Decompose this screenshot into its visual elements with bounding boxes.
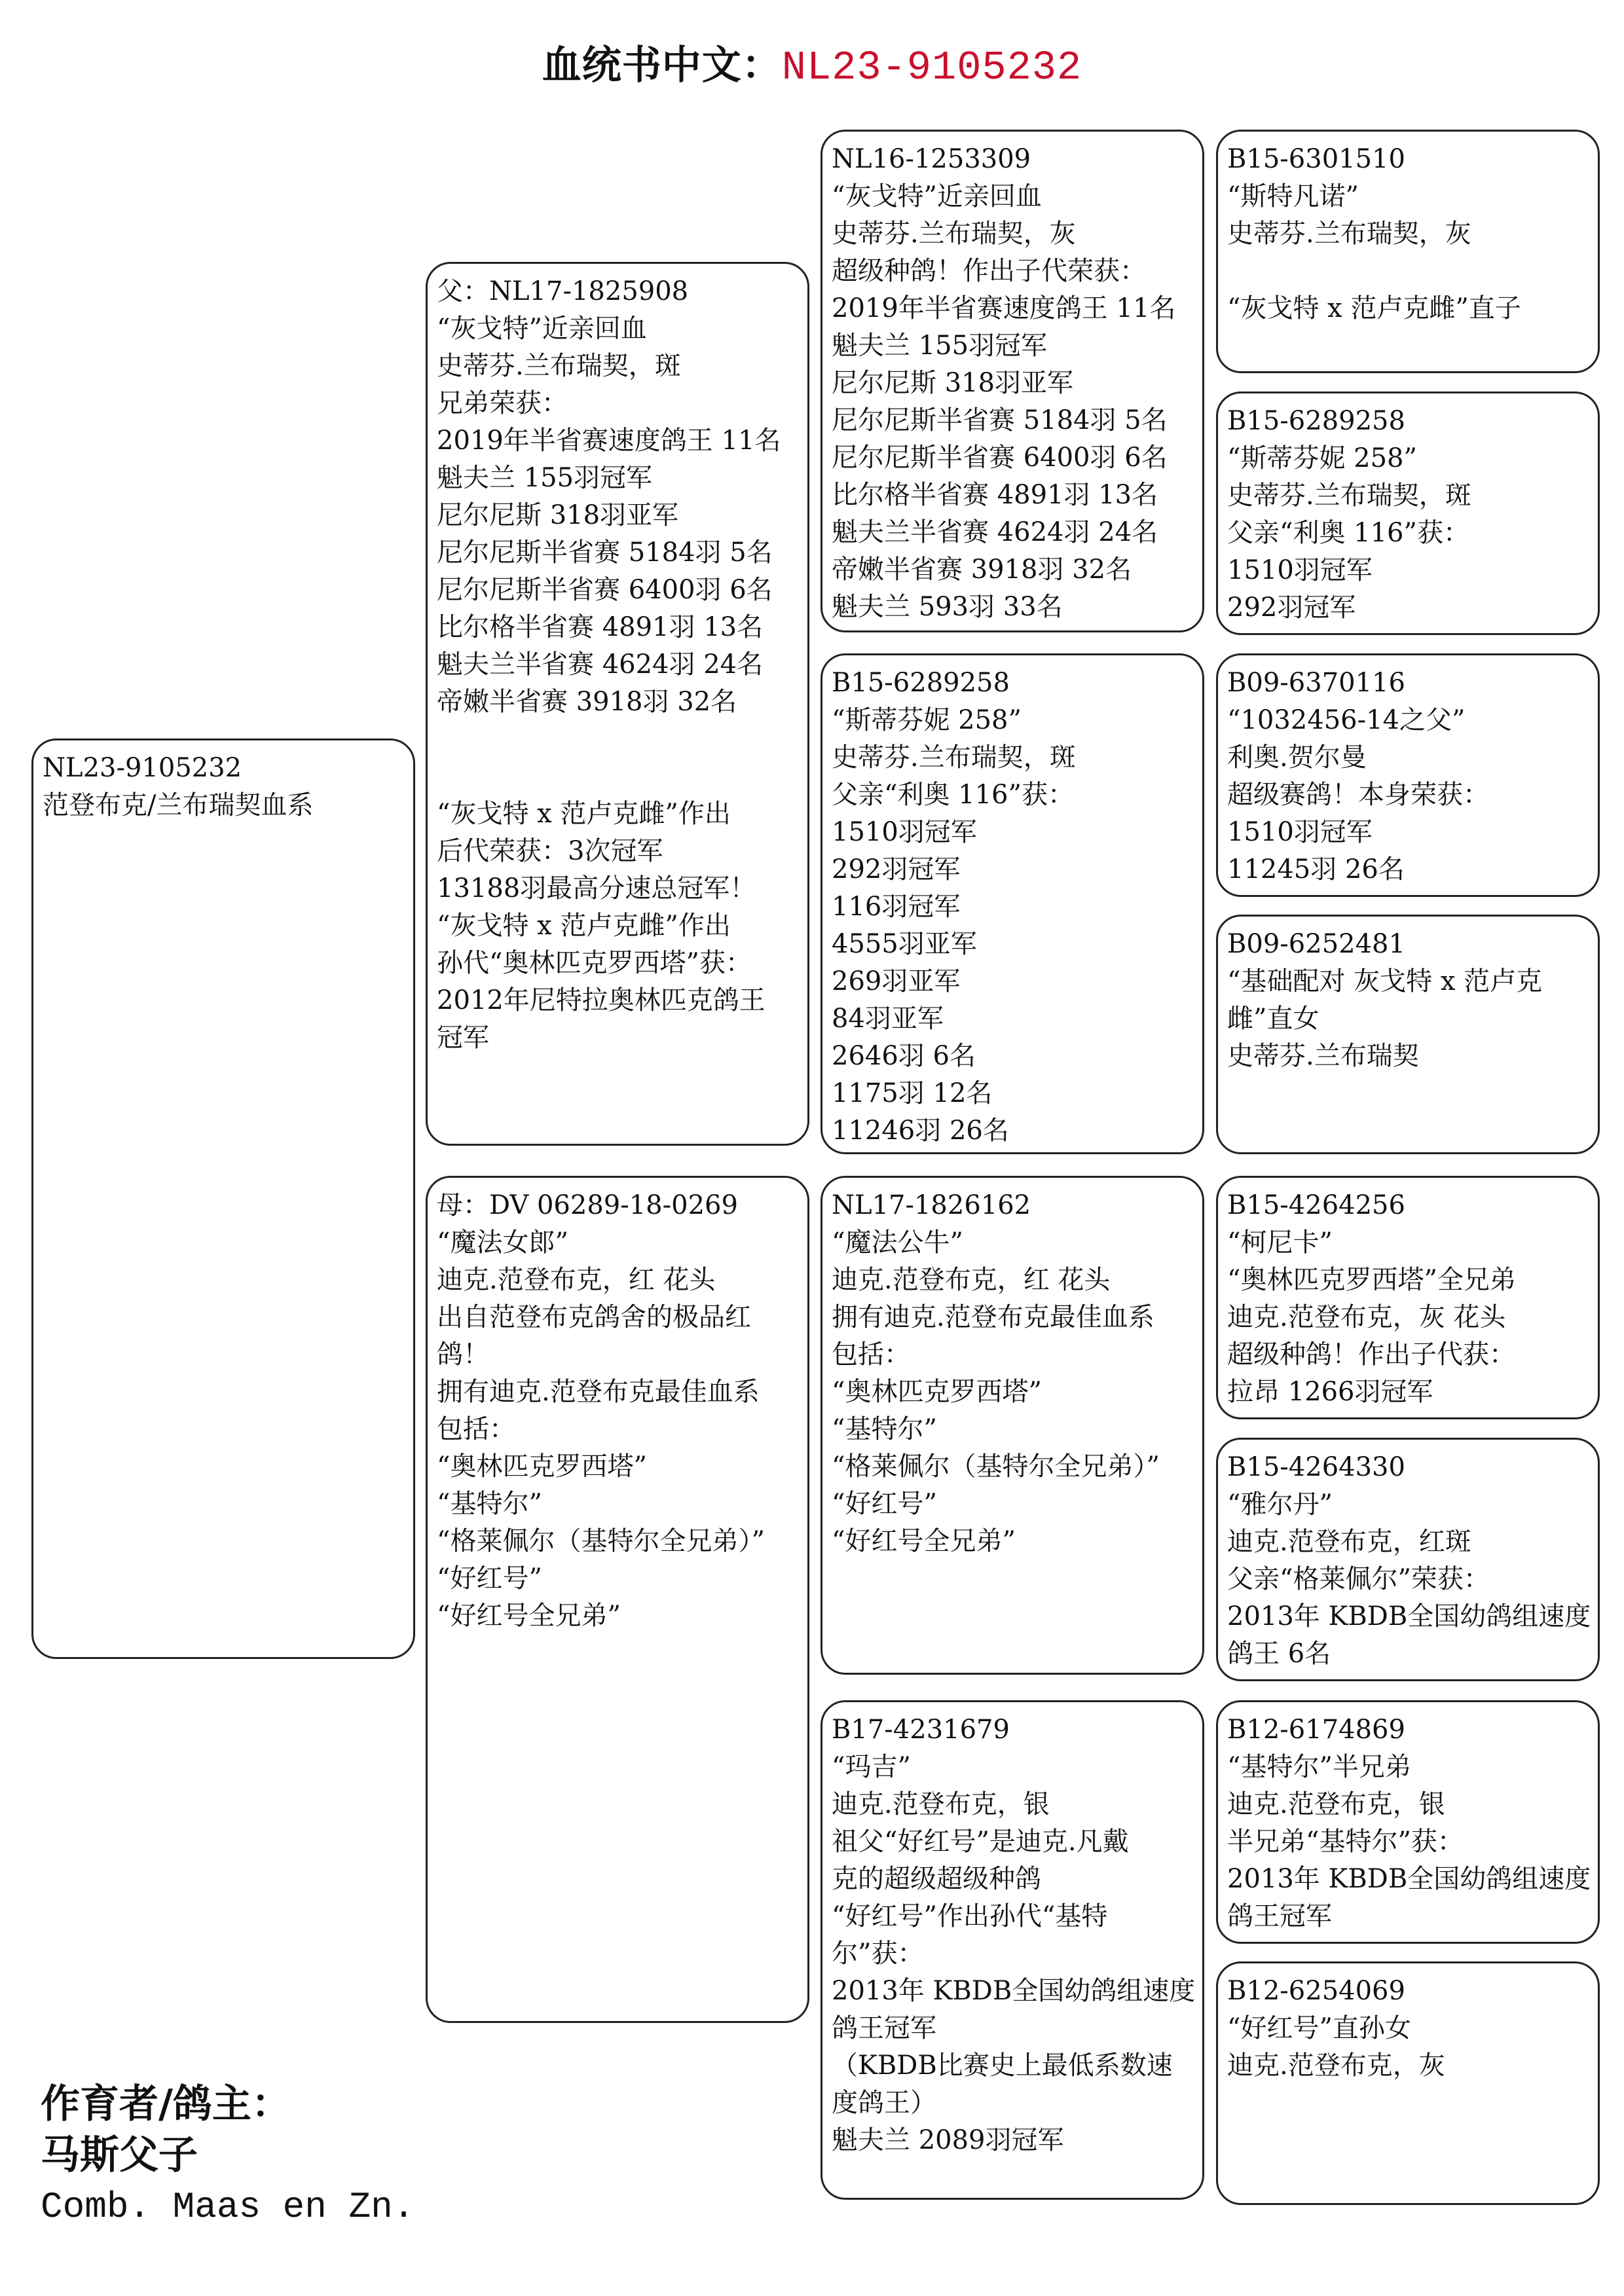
pedigree-line: “奥林匹克罗西塔” xyxy=(832,1377,1042,1407)
pedigree-line: 4555羽亚军 xyxy=(832,929,977,959)
pedigree-line: 迪克.范登布克，红斑 xyxy=(1227,1527,1471,1557)
ring-number: B15-4264330 xyxy=(1227,1452,1405,1482)
pedigree-line: 超级种鸽！作出子代荣获： xyxy=(832,256,1146,286)
pedigree-line: 比尔格半省赛 4891羽 13名 xyxy=(832,480,1158,510)
pedigree-line xyxy=(437,758,798,795)
pedigree-line: 拥有迪克.范登布克最佳血系 xyxy=(832,1302,1154,1332)
pedigree-line: 祖父“好红号”是迪克.凡戴 xyxy=(832,1827,1129,1857)
pedigree-line: 2012年尼特拉奥林匹克鸽王 xyxy=(437,985,766,1015)
pedigree-line: 范登布克/兰布瑞契血系 xyxy=(43,790,314,820)
pedigree-line: “奥林匹克罗西塔”全兄弟 xyxy=(1227,1265,1516,1295)
pedigree-line: 父亲“利奥 116”获： xyxy=(1227,518,1469,548)
pedigree-line: 超级种鸽！作出子代获： xyxy=(1227,1339,1515,1370)
pedigree-line: 1510羽冠军 xyxy=(1227,817,1373,847)
ring-number: B12-6174869 xyxy=(1227,1715,1405,1745)
pedigree-line: “好红号” xyxy=(437,1563,542,1594)
pedigree-line: 魁夫兰 2089羽冠军 xyxy=(832,2125,1064,2155)
pedigree-line: 孙代“奥林匹克罗西塔”获： xyxy=(437,948,752,978)
pedigree-line: 比尔格半省赛 4891羽 13名 xyxy=(437,612,764,642)
pedigree-line: 迪克.范登布克，红 花头 xyxy=(437,1265,716,1295)
pedigree-line: 史蒂芬.兰布瑞契，斑 xyxy=(1227,481,1471,511)
pedigree-line: “基础配对 灰戈特 x 范卢克 xyxy=(1227,966,1543,996)
pedigree-line: 魁夫兰 593羽 33名 xyxy=(832,592,1063,622)
pedigree-line: “好红号”直孙女 xyxy=(1227,2013,1411,2043)
pedigree-line: 出自范登布克鸽舍的极品红 xyxy=(437,1302,751,1332)
pedigree-line: “格莱佩尔（基特尔全兄弟）” xyxy=(437,1526,765,1556)
ring-number: B15-4264256 xyxy=(1227,1190,1405,1220)
pedigree-line: “好红号全兄弟” xyxy=(437,1601,621,1631)
pedigree-line: 迪克.范登布克，灰 花头 xyxy=(1227,1302,1506,1332)
pedigree-line: 尔”获： xyxy=(832,1939,924,1969)
pedigree-line: 利奥.贺尔曼 xyxy=(1227,742,1367,773)
pedigree-line: 11245羽 26名 xyxy=(1227,854,1405,884)
pedigree-line: “玛吉” xyxy=(832,1752,911,1782)
ring-number: B09-6252481 xyxy=(1227,929,1405,959)
pedigree-line: 292羽冠军 xyxy=(832,854,961,884)
page-title xyxy=(0,34,1624,91)
ring-number: NL16-1253309 xyxy=(832,144,1031,174)
pedigree-line: 魁夫兰半省赛 4624羽 24名 xyxy=(437,649,764,680)
pedigree-line: 尼尔尼斯半省赛 6400羽 6名 xyxy=(832,443,1168,473)
dam-dam-box xyxy=(821,1700,1204,2200)
pedigree-line: 迪克.范登布克，红 花头 xyxy=(832,1265,1111,1295)
pedigree-line: 1510羽冠军 xyxy=(832,817,977,847)
ring-number: B15-6289258 xyxy=(1227,406,1405,436)
gg-box-4 xyxy=(1216,915,1600,1154)
pedigree-line: 克的超级超级种鸽 xyxy=(832,1864,1041,1894)
pedigree-line xyxy=(437,721,798,758)
pedigree-line: 1510羽冠军 xyxy=(1227,555,1373,585)
breeder-latin-name: Comb. Maas en Zn. xyxy=(41,2186,415,2228)
pedigree-line: “奥林匹克罗西塔” xyxy=(437,1451,647,1482)
pedigree-line: “基特尔” xyxy=(437,1489,542,1519)
pedigree-line: “灰戈特”近亲回血 xyxy=(437,314,647,344)
pedigree-line: 2019年半省赛速度鸽王 11名 xyxy=(437,426,781,456)
pedigree-line: “好红号”作出孙代“基特 xyxy=(832,1901,1108,1931)
pedigree-line: 包括： xyxy=(437,1414,515,1444)
ring-number: NL23-9105232 xyxy=(43,753,242,783)
pedigree-line: 帝嫩半省赛 3918羽 32名 xyxy=(832,555,1132,585)
pedigree-line: 2013年 KBDB全国幼鸽组速度 xyxy=(832,1976,1196,2006)
gg-box-3 xyxy=(1216,653,1600,897)
pedigree-line: 尼尔尼斯半省赛 5184羽 5名 xyxy=(832,405,1168,435)
pedigree-line: “基特尔” xyxy=(832,1414,937,1444)
gg-box-7 xyxy=(1216,1700,1600,1944)
pedigree-line: “灰戈特”近亲回血 xyxy=(832,181,1042,211)
pedigree-line: “斯蒂芬妮 258” xyxy=(832,705,1022,735)
pedigree-line: 尼尔尼斯半省赛 6400羽 6名 xyxy=(437,575,773,605)
pedigree-line: “斯蒂芬妮 258” xyxy=(1227,443,1417,473)
ring-number: NL17-1826162 xyxy=(832,1190,1031,1220)
breeder-block xyxy=(41,2079,415,2233)
ring-number: 父：NL17-1825908 xyxy=(437,276,689,306)
sire-box xyxy=(426,262,809,1146)
pedigree-line: 史蒂芬.兰布瑞契，灰 xyxy=(1227,219,1471,249)
sire-sire-box xyxy=(821,130,1204,632)
pedigree-line: 尼尔尼斯 318羽亚军 xyxy=(437,500,679,530)
pedigree-line: “柯尼卡” xyxy=(1227,1228,1333,1258)
pedigree-line: 史蒂芬.兰布瑞契，斑 xyxy=(437,351,681,381)
pedigree-line: 13188羽最高分速总冠军！ xyxy=(437,873,756,903)
pedigree-line: 后代荣获：3次冠军 xyxy=(437,836,663,866)
pedigree-line: （KBDB比赛史上最低系数速 xyxy=(832,2050,1173,2081)
pedigree-line: 超级赛鸽！本身荣获： xyxy=(1227,780,1489,810)
breeder-label: 作育者/鸽主： xyxy=(41,2081,291,2127)
title-ring-number: NL23-9105232 xyxy=(781,45,1082,91)
pedigree-line: “雅尔丹” xyxy=(1227,1489,1333,1520)
pedigree-line: 父亲“利奥 116”获： xyxy=(832,780,1074,810)
pedigree-line: 116羽冠军 xyxy=(832,892,961,922)
pedigree-line: 父亲“格莱佩尔”荣获： xyxy=(1227,1564,1490,1594)
gg-box-1 xyxy=(1216,130,1600,373)
breeder-name: 马斯父子 xyxy=(41,2132,198,2178)
dam-sire-box xyxy=(821,1176,1204,1675)
pedigree-line: 269羽亚军 xyxy=(832,966,961,996)
pedigree-line: 拥有迪克.范登布克最佳血系 xyxy=(437,1377,760,1407)
ring-number: B09-6370116 xyxy=(1227,668,1405,698)
pedigree-line: 帝嫩半省赛 3918羽 32名 xyxy=(437,687,737,717)
pedigree-line: 史蒂芬.兰布瑞契，灰 xyxy=(832,219,1076,249)
pedigree-line: “斯特凡诺” xyxy=(1227,181,1359,211)
gg-box-6 xyxy=(1216,1438,1600,1681)
pedigree-line: 鸽王 6名 xyxy=(1227,1639,1331,1669)
pedigree-line: 雌”直女 xyxy=(1227,1004,1320,1034)
pedigree-line: 迪克.范登布克，银 xyxy=(832,1789,1050,1819)
pedigree-line: 鸽王冠军 xyxy=(832,2013,936,2043)
gg-box-5 xyxy=(1216,1176,1600,1419)
gg-box-2 xyxy=(1216,392,1600,635)
sire-dam-box xyxy=(821,653,1204,1154)
pedigree-line: “格莱佩尔（基特尔全兄弟）” xyxy=(832,1451,1160,1482)
pedigree-line: “魔法女郎” xyxy=(437,1228,568,1258)
ring-number: B15-6289258 xyxy=(832,668,1010,698)
gg-box-8 xyxy=(1216,1961,1600,2205)
pedigree-line: 冠军 xyxy=(437,1023,489,1053)
pedigree-line: 鸽！ xyxy=(437,1339,489,1370)
pedigree-line: “灰戈特 x 范卢克雌”直子 xyxy=(1227,293,1521,323)
subject-box xyxy=(31,738,415,1659)
pedigree-line: 84羽亚军 xyxy=(832,1004,944,1034)
pedigree-line: “灰戈特 x 范卢克雌”作出 xyxy=(437,799,731,829)
pedigree-line: 292羽冠军 xyxy=(1227,592,1356,623)
title-label: 血统书中文： xyxy=(542,43,782,88)
pedigree-line: “好红号” xyxy=(832,1489,937,1519)
pedigree-line: 兄弟荣获： xyxy=(437,388,568,418)
ring-number: 母：DV 06289-18-0269 xyxy=(437,1190,738,1220)
pedigree-line: 迪克.范登布克，银 xyxy=(1227,1789,1445,1819)
pedigree-line: “好红号全兄弟” xyxy=(832,1526,1016,1556)
pedigree-line: “灰戈特 x 范卢克雌”作出 xyxy=(437,911,731,941)
pedigree-line: 魁夫兰半省赛 4624羽 24名 xyxy=(832,517,1158,547)
pedigree-line: 2013年 KBDB全国幼鸽组速度 xyxy=(1227,1864,1591,1894)
pedigree-line: “魔法公牛” xyxy=(832,1228,963,1258)
pedigree-line: 度鸽王） xyxy=(832,2088,936,2118)
dam-box xyxy=(426,1176,809,2023)
pedigree-line: 尼尔尼斯 318羽亚军 xyxy=(832,368,1074,398)
pedigree-line: 半兄弟“基特尔”获： xyxy=(1227,1827,1464,1857)
pedigree-line: 鸽王冠军 xyxy=(1227,1901,1332,1931)
pedigree-line: 魁夫兰 155羽冠军 xyxy=(832,331,1048,361)
pedigree-line: 魁夫兰 155羽冠军 xyxy=(437,463,653,493)
pedigree-line: 11246羽 26名 xyxy=(832,1116,1009,1146)
pedigree-line xyxy=(1227,253,1589,290)
pedigree-line: 拉昂 1266羽冠军 xyxy=(1227,1377,1433,1407)
pedigree-line: 1175羽 12名 xyxy=(832,1078,993,1108)
pedigree-line: 2013年 KBDB全国幼鸽组速度 xyxy=(1227,1601,1591,1631)
ring-number: B17-4231679 xyxy=(832,1715,1010,1745)
pedigree-line: 2646羽 6名 xyxy=(832,1041,976,1071)
ring-number: B12-6254069 xyxy=(1227,1976,1405,2006)
ring-number: B15-6301510 xyxy=(1227,144,1405,174)
pedigree-line: “基特尔”半兄弟 xyxy=(1227,1752,1411,1782)
pedigree-line: 2019年半省赛速度鸽王 11名 xyxy=(832,293,1176,323)
pedigree-line: 史蒂芬.兰布瑞契，斑 xyxy=(832,742,1076,773)
pedigree-line: “1032456-14之父” xyxy=(1227,705,1466,735)
pedigree-line: 史蒂芬.兰布瑞契 xyxy=(1227,1041,1419,1071)
pedigree-line: 尼尔尼斯半省赛 5184羽 5名 xyxy=(437,538,773,568)
pedigree-line: 包括： xyxy=(832,1339,910,1370)
pedigree-line: 迪克.范登布克，灰 xyxy=(1227,2050,1445,2081)
